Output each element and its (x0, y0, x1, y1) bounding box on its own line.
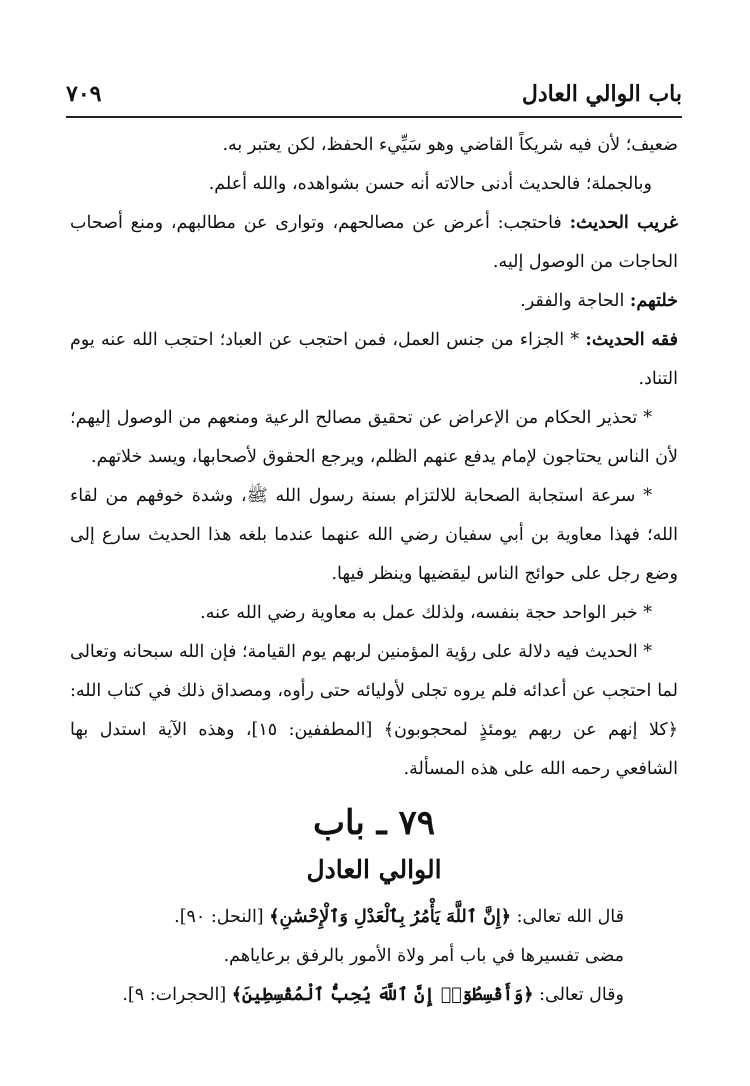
page-header (66, 78, 682, 118)
running-title: باب الوالي العادل (521, 81, 682, 107)
verse-lead: مضى تفسيرها في باب أمر ولاة الأمور بالرفق برعاياهم. (223, 946, 624, 966)
paragraph: * تحذير الحكام من الإعراض عن تحقيق مصالح الرعية ومنعهم من الوصول إليهم؛ لأن الناس يحتاجون لإمام يدفع عنهم الظلم، ويرجع الحقوق لأصحابها، ويسد خلاتهم. (70, 408, 678, 467)
quran-verse: ﴿إِنَّ ٱللَّهَ يَأْمُرُ بِٱلْعَدْلِ وَٱلْإِحْسَٰنِ﴾ (269, 907, 512, 927)
chapter-number: ٧٩ ـ باب (313, 803, 435, 843)
verse-lead: قال الله تعالى: (516, 907, 624, 927)
page-number: ٧٠٩ (66, 81, 102, 107)
verses-block (70, 898, 624, 1015)
paragraph: وبالجملة؛ فالحديث أدنى حالاته أنه حسن بشواهده، والله أعلم. (208, 174, 652, 194)
quran-verse: ﴿وَأَقْسِطُوٓا۟ إِنَّ ٱللَّهَ يُحِبُّ ٱلْمُقْسِطِينَ﴾ (231, 985, 534, 1005)
paragraph: * خبر الواحد حجة بنفسه، ولذلك عمل به معاوية رضي الله عنه. (200, 603, 652, 623)
paragraph: غريب الحديث: فاحتجب: أعرض عن مصالحهم، وتوارى عن مطالبهم، ومنع أصحاب الحاجات من الوصول إليه. (70, 213, 678, 272)
paragraph: ضعيف؛ لأن فيه شريكاً القاضي وهو سَيِّيء الحفظ، لكن يعتبر به. (222, 135, 678, 155)
verse-lead: وقال تعالى: (539, 985, 624, 1005)
section-keyword: خلتهم: (629, 291, 678, 311)
verse-reference: [الحجرات: ٩]. (122, 985, 227, 1005)
paragraph: * سرعة استجابة الصحابة للالتزام بسنة رسول الله ﷺ، وشدة خوفهم من لقاء الله؛ فهذا معاوية بن أبي سفيان رضي الله عنهما عندما بلغه هذا الحديث سارع إلى وضع رجل على حوائج الناس ليقضيها وينظر فيها. (70, 486, 678, 584)
chapter-heading (70, 800, 678, 890)
paragraph: فقه الحديث: * الجزاء من جنس العمل، فمن احتجب عن العباد؛ احتجب الله عنه يوم التناد. (70, 330, 678, 389)
paragraph: * الحديث فيه دلالة على رؤية المؤمنين لربهم يوم القيامة؛ فإن الله سبحانه وتعالى لما احتجب عن أعدائه فلم يروه تجلى لأوليائه حتى رأوه، ومصداق ذلك في كتاب الله: ﴿كلا إنهم عن ربهم يومئذٍ لمحجوبون﴾ [المطففين: ١٥]، وهذه الآية استدل بها الشافعي رحمه الله على هذه المسألة. (70, 642, 678, 779)
paragraph: خلتهم: الحاجة والفقر. (520, 291, 678, 311)
section-keyword: غريب الحديث: (569, 213, 678, 233)
verse-reference: [النحل: ٩٠]. (174, 907, 264, 927)
verse-line (70, 937, 624, 976)
body-text (70, 126, 678, 789)
verse-line (70, 976, 624, 1015)
chapter-title: الوالي العادل (306, 855, 442, 884)
section-keyword: فقه الحديث: (585, 330, 678, 350)
verse-line (70, 898, 624, 937)
